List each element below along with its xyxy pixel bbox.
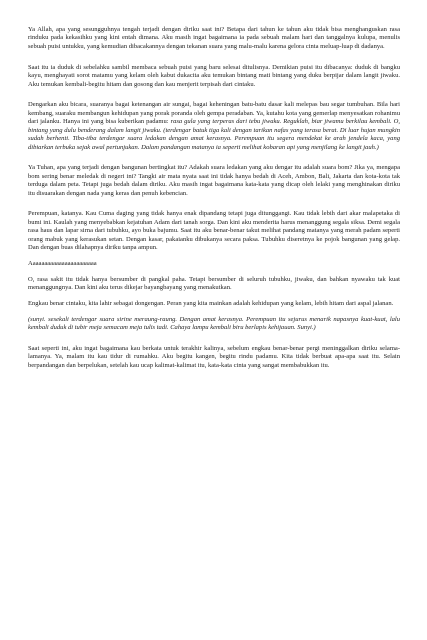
paragraph-3 — [28, 101, 400, 152]
paragraph-7: O, rasa sakit itu tidak hanya bersumber di pangkal paha. Tetapi bersumber di seluruh tubuhku, jiwaku, dan bahkan nyawaku tak kuat menanggungnya. Dan kini aku terus dikejar bayangbayang yang menakutkan. — [28, 275, 400, 292]
paragraph-3-normal: Dengarkan aku bicara, suaranya bagai ketenangan air sungai, bagai keheningan batu-batu dasar kali melepas bau segar tumbuhan. Bila hari kembang, suaraku membangun kehidupan yang porak poranda oleh gempa peradaban. Ya, kutahu kota yang gemerlap menyesatkan rohanimu dari jalanku. Hanya ini yang bisa kuberikan padamu: — [28, 101, 400, 126]
paragraph-3-italic: rasa gula yang terperas dari tebu jiwaku. Reguklah, biar jiwamu berkilau kembali. O, bintang yang dulu benderang dalam langit jiwaku. (terdengar batuk tiga kali dengan tarikan nafas yang terasa berat. Di luar hujan mungkin sudah berhenti. Tiba-tiba terdengar suara ledakan dengan amat kerasnya. Perempuan itu segera mendekat ke arah jendela kaca, yang dibiarkan terbuka sejak awal pertunjukan. Dalam pandangan matanya ia seperti melihat kobaran api yang menjilang ke langit jauh.) — [28, 118, 400, 151]
paragraph-1: Ya Allah, apa yang sesungguhnya tengah terjadi dengan diriku saat ini? Betapa dari tahun ke tahun aku tidak bisa menghanguskan rasa rinduku pada kekasihku yang kini entah dimana. Aku masih ingat bagaimana ia pada sebuah malam hari dan tanggalnya kulupa, menulis sebuah puisi untukku, yang kemudian dibacakannya dengan tekanan suara yang malu-malu karena gelora cinta meluap-luap di dadanya. — [28, 26, 400, 50]
paragraph-5: Perempuan, katanya. Kau Cuma daging yang tidak hanya enak dipandang tetapi juga ditunggangi. Kau tidak lebih dari akar malapetaka di bumi ini. Kaulah yang menyebabkan kejatuhan Adam dari tanah sorga. Dan kini aku menderita harus menanggung segala siksa. Demi segala rasa haus dan lapar sirna dari tubuhku, ayo buka bajumu. Saat itu aku benar-benar takut melihat pandang matanya yang merah padam seperti orang mabuk yang kerasukan setan. Dengan kasar, pakaianku dibukanya secara paksa. Tubuhku diseretnya ke pojok bangunan yang gelap. Dan dengan buas dilahapnya diriku tanpa ampun. — [28, 210, 400, 252]
paragraph-8: Engkau benar cintaku, kita lahir sebagai dongengan. Peran yang kita mainkan adalah kehidupan yang kelam, lebih hitam dari aspal jalanan. — [28, 299, 394, 307]
paragraph-6: Aaaaaaaaaaaaaaaaaaaaaaa — [28, 260, 97, 267]
paragraph-2: Saat itu ia duduk di sebelahku sambil membaca sebuah puisi yang baru selesai ditulisnya. Demikian puisi itu dibacanya: duduk di bangku kayu, menghayati sorot matamu yang kelam oleh kabut dukacita aku temukan bintang mati bintang yang duku berpijar dalam langit jiwaku. Aku temukan kembali-begitu hitam dan gosong dan kau menjerit terpisah dari cintaku. — [28, 63, 400, 88]
document-page — [28, 26, 400, 378]
paragraph-9-stage-direction: (sunyi. sesekali terdengar suara sirine meraung-raung. Dengan amat kerasnya. Perempuan itu sejurus menarik napasnya kuat-kuat, lalu kembali duduk di tubir meja semacam meja tulis tadi. Cahaya lampu kembali biru berlapis kehijauan. Sunyi.) — [28, 315, 400, 332]
paragraph-10: Saat seperti ini, aku ingat bagaimana kau berkata untuk terakhir kalinya, sebelum engkau benar-benar pergi meninggalkan diriku selama-lamanya. Ya, malam itu kau tidur di rumahku. Aku begitu kangen, begitu rindu padamu. Kita tidak berbuat apa-apa saat itu. Selain berpandangan dan berpelukan, setelah kau ucap kalimat-kalimat itu, kata-kata cinta yang sangat membabukkan itu. — [28, 344, 400, 369]
paragraph-4: Ya Tuhan, apa yang terjadi dengan bangunan bertingkat itu? Adakah suara ledakan yang aku dengar itu adalah suara bom? Jika ya, mengapa bom sering benar meledak di negeri ini? Tangki air mata nyata saat ini tidak hanya bedah di Aceh, Ambon, Bali, Jakarta dan kota-kota tak terduga dalam peta. Tetapi juga bedah dalam diriku. Aku masih ingat bagaimana kata-kata yang dicap oleh lelaki yang menghinakan diriku itu disuarakan dengan nada yang keras dan penuh kebencian. — [28, 164, 400, 197]
